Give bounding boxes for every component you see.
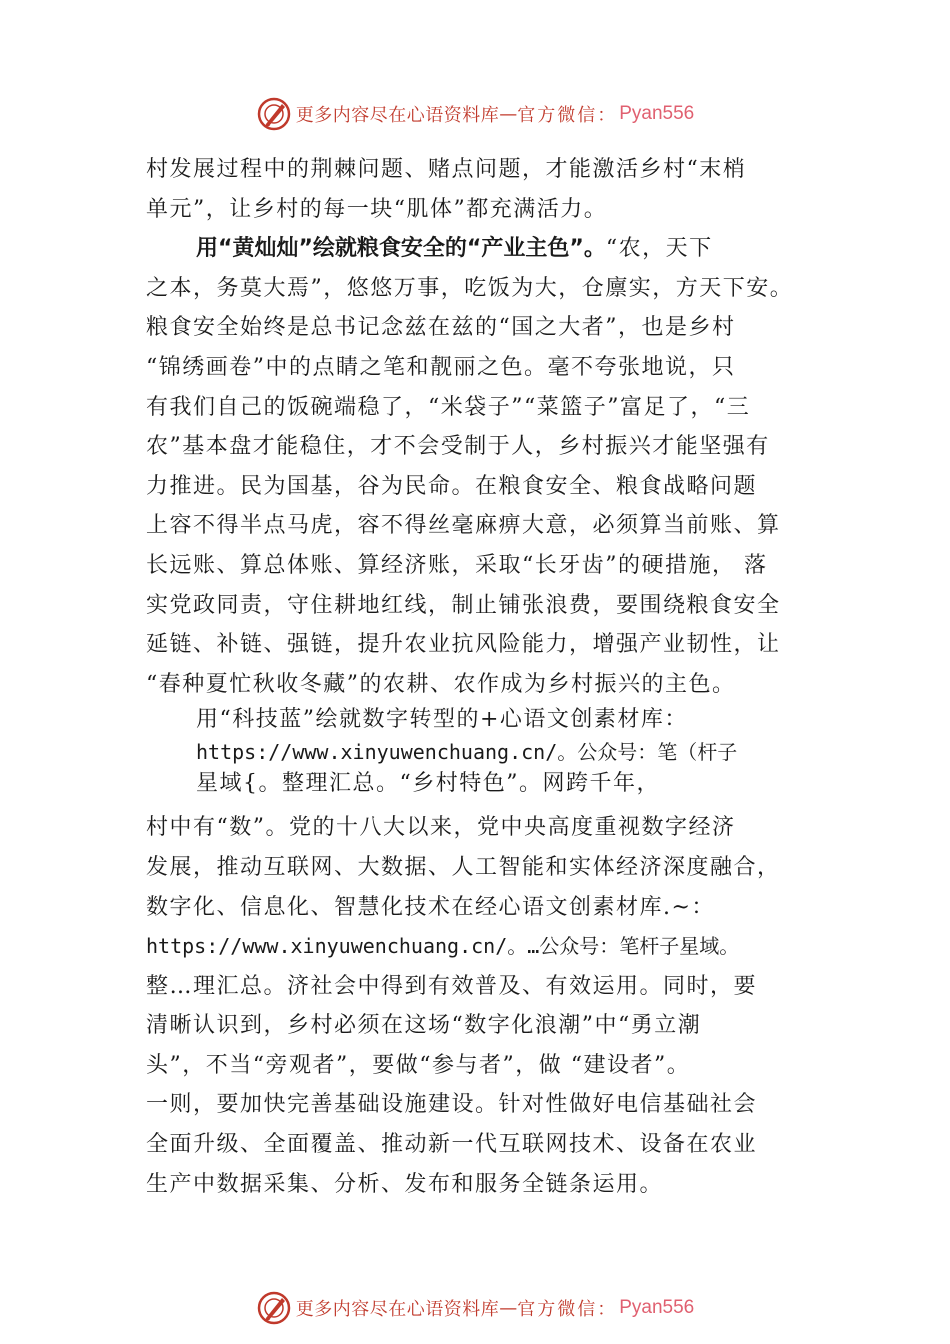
url-line [146, 927, 826, 967]
url-text: https://www.xinyuwenchuang.cn/。…公众号：笔杆子星域。 [146, 934, 740, 959]
body-line: 力推进。民为国基，谷为民命。在粮食安全、粮食战略问题 [146, 473, 758, 499]
pen-seal-logo-icon [256, 96, 292, 132]
body-line: 单元”，让乡村的每一块“肌体”都充满活力。 [146, 196, 608, 222]
body-line: 农”基本盘才能稳住，才不会受制于人，乡村振兴才能坚强有 [146, 434, 770, 460]
body-line: “春种夏忙秋收冬藏”的农耕、农作成为乡村振兴的主色。 [146, 671, 736, 697]
header-banner [0, 94, 950, 134]
banner-title: 更多内容尽在心语资料库 [295, 105, 500, 126]
body-line: “锦绣画卷”中的点睛之笔和靓丽之色。毫不夸张地说，只 [146, 354, 736, 380]
body-line: 发展，推动互联网、大数据、人工智能和实体经济深度融合， [146, 854, 781, 880]
spacer [146, 800, 826, 808]
indented-line: 星域{。整理汇总。“乡村特色”。网跨千年， [196, 771, 660, 797]
body-line: 村中有“数”。党的十八大以来，党中央高度重视数字经济 [146, 815, 736, 841]
body-line: 延链、补链、强链，提升农业抗风险能力，增强产业韧性，让 [146, 632, 781, 658]
body-line: 全面升级、全面覆盖、推动新一代互联网技术、设备在农业 [146, 1132, 758, 1158]
body-line: 村发展过程中的荆棘问题、赌点问题，才能激活乡村“末梢 [146, 157, 747, 182]
body-line: 有我们自己的饭碗端稳了，“米袋子”“菜篮子”富足了，“三 [146, 394, 751, 420]
body-line: 一则，要加快完善基础设施建设。针对性做好电信基础社会 [146, 1092, 758, 1118]
body-line: 实党政同责，守住耕地红线，制止铺张浪费，要围绕粮食安全 [146, 592, 781, 618]
footer-banner [0, 1288, 950, 1328]
banner-separator: — [499, 1297, 518, 1319]
url-text: https://www.xinyuwenchuang.cn/。公众号：笔（杆子 [196, 740, 738, 765]
banner-wechat-id: Pyan556 [619, 103, 695, 124]
body-line: 粮食安全始终是总书记念兹在兹的“国之大者”，也是乡村 [146, 315, 736, 341]
body-text: “农，天下 [605, 236, 713, 262]
section-heading-grain: 用“黄灿灿”绘就粮食安全的“产业主色”。 [196, 236, 606, 262]
banner-wechat-id: Pyan556 [619, 1297, 695, 1318]
banner-wechat-label: 官方微信： [517, 1299, 618, 1320]
indented-line: 用“科技蓝”绘就数字转型的+心语文创素材库： [196, 707, 688, 733]
indented-url-line [146, 736, 826, 768]
body-line: 长远账、算总体账、算经济账，采取“长牙齿”的硬措施， 落 [146, 552, 768, 578]
body-line: 清晰认识到，乡村必须在这场“数字化浪潮”中“勇立潮 [146, 1013, 702, 1039]
document-body [146, 150, 826, 1204]
banner-separator: — [499, 103, 518, 125]
body-line: 之本，务莫大焉”，悠悠万事，吃饭为大，仓廪实，方天下安。 [146, 275, 794, 301]
section-heading-line [146, 229, 826, 269]
pen-seal-logo-icon [256, 1290, 292, 1326]
body-line: 整…理汇总。济社会中得到有效普及、有效运用。同时，要 [146, 973, 758, 999]
body-line: 上容不得半点马虎，容不得丝毫麻痹大意，必须算当前账、算 [146, 513, 781, 539]
banner-title: 更多内容尽在心语资料库 [295, 1299, 500, 1320]
body-line: 头”，不当“旁观者”，要做“参与者”，做 “建设者”。 [146, 1052, 691, 1078]
banner-wechat-label: 官方微信： [517, 105, 618, 126]
body-line: 数字化、信息化、智慧化技术在经心语文创素材库.~： [146, 894, 715, 920]
body-line: 生产中数据采集、分析、发布和服务全链条运用。 [146, 1171, 664, 1197]
